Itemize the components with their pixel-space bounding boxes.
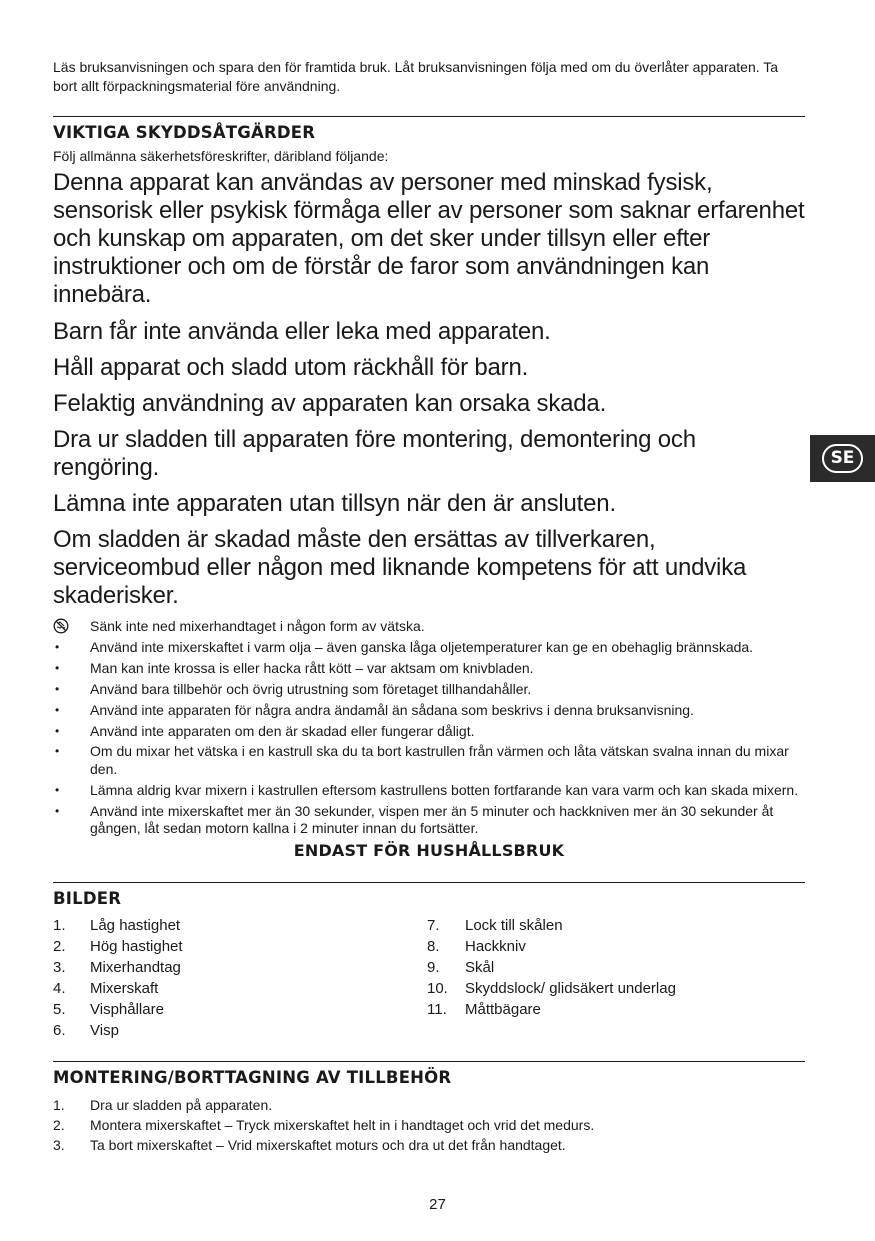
- language-badge: SE: [822, 444, 864, 473]
- bullet-marker: •: [55, 702, 60, 717]
- assembly-heading: MONTERING/BORTTAGNING AV TILLBEHÖR: [53, 1067, 452, 1087]
- big-paragraph: Denna apparat kan användas av personer med minskad fysisk, sensorisk eller psykisk förmåga eller av personer som saknar erfarenhet och kunskap om apparaten, om det sker under tillsyn eller efter instruktioner och om de förstår de faror som användningen kan innebära.: [53, 169, 805, 308]
- item-label: Hackkniv: [465, 937, 526, 955]
- big-paragraph: Lämna inte apparaten utan tillsyn när den är ansluten.: [53, 490, 616, 517]
- list-item-text: Lämna aldrig kvar mixern i kastrullen eftersom kastrullens botten fortfarande kan vara varm och kan skada mixern.: [90, 781, 799, 798]
- big-paragraph: Håll apparat och sladd utom räckhåll för barn.: [53, 354, 529, 381]
- page-number: 27: [429, 1196, 446, 1213]
- item-label: Låg hastighet: [90, 916, 181, 934]
- big-paragraph: Barn får inte använda eller leka med apparaten.: [53, 318, 551, 345]
- step-number: 1.: [53, 1096, 65, 1113]
- list-item: [53, 782, 805, 799]
- list-item: [53, 639, 805, 656]
- item-number: 1.: [53, 916, 66, 934]
- step-number: 3.: [53, 1136, 65, 1153]
- list-item: [53, 957, 427, 978]
- list-item-text: Använd inte mixerskaftet i varm olja – även ganska låga oljetemperaturer kan ge en obehaglig brännskada.: [90, 638, 754, 655]
- list-item: [53, 618, 805, 635]
- list-item-text: Använd inte apparaten för några andra ändamål än sådana som beskrivs i denna bruksanvisning.: [90, 701, 694, 718]
- list-item: [53, 723, 805, 740]
- item-number: 5.: [53, 1000, 66, 1018]
- language-tab: [810, 435, 875, 482]
- item-number: 3.: [53, 958, 66, 976]
- parts-list: [427, 915, 801, 1020]
- parts-list: [53, 915, 427, 1041]
- item-number: 8.: [427, 937, 440, 955]
- bullet-marker: •: [55, 723, 60, 738]
- item-label: Lock till skålen: [465, 916, 563, 934]
- item-label: Visp: [90, 1021, 119, 1039]
- item-number: 11.: [427, 1000, 447, 1018]
- item-number: 6.: [53, 1021, 66, 1039]
- assembly-steps: [53, 1095, 805, 1155]
- safety-heading: VIKTIGA SKYDDSÅTGÄRDER: [53, 123, 316, 142]
- list-item: [53, 978, 427, 999]
- safety-subtitle: Följ allmänna säkerhetsföreskrifter, däribland följande:: [53, 148, 389, 164]
- item-number: 9.: [427, 958, 440, 976]
- list-item: [53, 743, 805, 778]
- parts-column-right: [427, 915, 801, 1041]
- list-item-text: Använd inte mixerskaftet mer än 30 sekunder, vispen mer än 5 minuter och hackkniven mer än 30 sekunder åt gången, låt sedan motorn kallna i 2 minuter innan du fortsätter.: [90, 802, 774, 837]
- list-item: [427, 978, 801, 999]
- list-item: [53, 702, 805, 719]
- item-label: Mixerskaft: [90, 979, 159, 997]
- list-item: [53, 660, 805, 677]
- item-number: 2.: [53, 937, 66, 955]
- list-item: [53, 1115, 805, 1135]
- bullet-marker: •: [55, 660, 60, 675]
- bullet-marker: •: [55, 681, 60, 696]
- list-item-text: Använd bara tillbehör och övrig utrustning som företaget tillhandahåller.: [90, 680, 532, 697]
- item-label: Måttbägare: [465, 1000, 541, 1018]
- list-item: [53, 1135, 805, 1155]
- list-item-text: Man kan inte krossa is eller hacka rått kött – var aktsam om knivbladen.: [90, 659, 534, 676]
- intro-text: Läs bruksanvisningen och spara den för framtida bruk. Låt bruksanvisningen följa med om du överlåter apparaten. Ta bort allt förpackningsmaterial före användning.: [53, 59, 779, 94]
- safety-big-paragraphs: [53, 169, 805, 610]
- list-item: [53, 915, 427, 936]
- household-use-note: ENDAST FÖR HUSHÅLLSBRUK: [293, 840, 565, 860]
- bullet-marker: •: [55, 782, 60, 797]
- item-label: Hög hastighet: [90, 937, 183, 955]
- pictures-heading: BILDER: [53, 888, 122, 908]
- item-label: Skyddslock/ glidsäkert underlag: [465, 979, 676, 997]
- parts-columns: [53, 915, 805, 1041]
- step-text: Montera mixerskaftet – Tryck mixerskaftet helt in i handtaget och vrid det medurs.: [90, 1116, 595, 1133]
- list-item-text: Använd inte apparaten om den är skadad eller fungerar dåligt.: [90, 722, 475, 739]
- bullet-marker: •: [55, 803, 60, 818]
- list-item: [53, 681, 805, 698]
- no-immersion-icon: [53, 618, 73, 635]
- big-paragraph: Dra ur sladden till apparaten före montering, demontering och rengöring.: [53, 426, 696, 481]
- item-number: 7.: [427, 916, 440, 934]
- big-paragraph: Felaktig användning av apparaten kan orsaka skada.: [53, 390, 607, 417]
- list-item: [53, 803, 805, 838]
- parts-column-left: [53, 915, 427, 1041]
- step-number: 2.: [53, 1116, 65, 1133]
- list-item: [53, 1095, 805, 1115]
- bullet-marker: •: [55, 744, 60, 759]
- item-number: 10.: [427, 979, 448, 997]
- item-label: Visphållare: [90, 1000, 164, 1018]
- list-item: [427, 957, 801, 978]
- item-number: 4.: [53, 979, 66, 997]
- item-label: Mixerhandtag: [90, 958, 181, 976]
- list-item: [427, 915, 801, 936]
- bullet-marker: •: [55, 639, 60, 654]
- manual-page: [53, 58, 805, 1155]
- list-item: [53, 999, 427, 1020]
- step-text: Dra ur sladden på apparaten.: [90, 1096, 273, 1113]
- safety-bullet-list: [53, 618, 805, 837]
- list-item-text: Om du mixar het vätska i en kastrull ska du ta bort kastrullen från värmen och låta vätskan svalna innan du mixar den.: [90, 743, 789, 777]
- list-item: [427, 999, 801, 1020]
- big-paragraph: Om sladden är skadad måste den ersättas av tillverkaren, serviceombud eller någon med liknande kompetens för att undvika skaderisker.: [53, 526, 747, 609]
- step-text: Ta bort mixerskaftet – Vrid mixerskaftet moturs och dra ut det från handtaget.: [90, 1136, 566, 1153]
- list-item: [53, 936, 427, 957]
- item-label: Skål: [465, 958, 495, 976]
- list-item: [427, 936, 801, 957]
- list-item-text: Sänk inte ned mixerhandtaget i någon form av vätska.: [90, 618, 425, 634]
- list-item: [53, 1020, 427, 1041]
